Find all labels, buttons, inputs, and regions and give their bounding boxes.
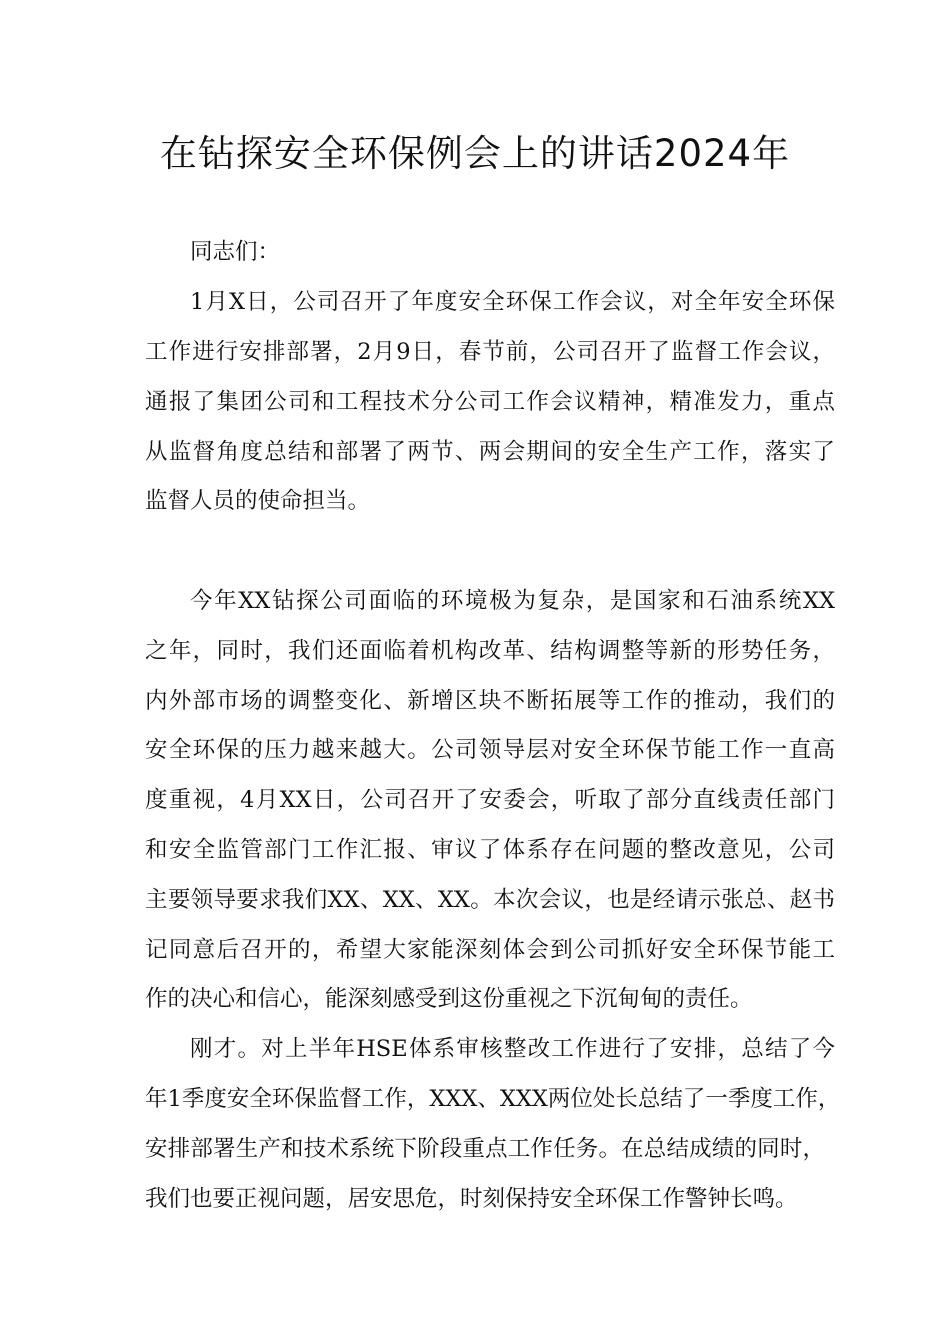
paragraph-line: 通报了集团公司和工程技术分公司工作会议精神，精准发力，重点 bbox=[145, 389, 835, 415]
document-title: 在钻探安全环保例会上的讲话2024年 bbox=[159, 132, 791, 175]
paragraph-line: 内外部市场的调整变化、新增区块不断拓展等工作的推动，我们的 bbox=[145, 688, 835, 714]
paragraph-line: 主要领导要求我们XX、XX、XX。本次会议，也是经请示张总、赵书 bbox=[145, 887, 835, 913]
paragraph-line: 刚才。对上半年HSE体系审核整改工作进行了安排，总结了今 bbox=[190, 1036, 835, 1062]
paragraph-line: 从监督角度总结和部署了两节、两会期间的安全生产工作，落实了 bbox=[145, 439, 835, 465]
paragraph-line: 1月X日，公司召开了年度安全环保工作会议，对全年安全环保 bbox=[190, 289, 835, 315]
paragraph-line: 年1季度安全环保监督工作，XXX、XXX两位处长总结了一季度工作， bbox=[145, 1086, 841, 1112]
paragraph-line: 我们也要正视问题，居安思危，时刻保持安全环保工作警钟长鸣。 bbox=[145, 1186, 798, 1212]
paragraph-line: 记同意后召开的，希望大家能深刻体会到公司抓好安全环保节能工 bbox=[145, 937, 835, 963]
paragraph-line: 安全环保的压力越来越大。公司领导层对安全环保节能工作一直高 bbox=[145, 737, 835, 763]
paragraph-line: 今年XX钻探公司面临的环境极为复杂，是国家和石油系统XX bbox=[190, 588, 835, 614]
paragraph-line: 监督人员的使命担当。 bbox=[145, 488, 371, 514]
paragraph-line: 和安全监管部门工作汇报、审议了体系存在问题的整改意见，公司 bbox=[145, 837, 835, 863]
paragraph-line: 度重视，4月XX日，公司召开了安委会，听取了部分直线责任部门 bbox=[145, 787, 835, 813]
paragraph-line: 安排部署生产和技术系统下阶段重点工作任务。在总结成绩的同时， bbox=[145, 1136, 825, 1162]
paragraph-line: 之年，同时，我们还面临着机构改革、结构调整等新的形势任务， bbox=[145, 638, 835, 664]
paragraph-line: 工作进行安排部署，2月9日，春节前，公司召开了监督工作会议， bbox=[145, 339, 835, 365]
salutation: 同志们： bbox=[190, 239, 281, 265]
paragraph-line: 作的决心和信心，能深刻感受到这份重视之下沉甸甸的责任。 bbox=[145, 986, 753, 1012]
